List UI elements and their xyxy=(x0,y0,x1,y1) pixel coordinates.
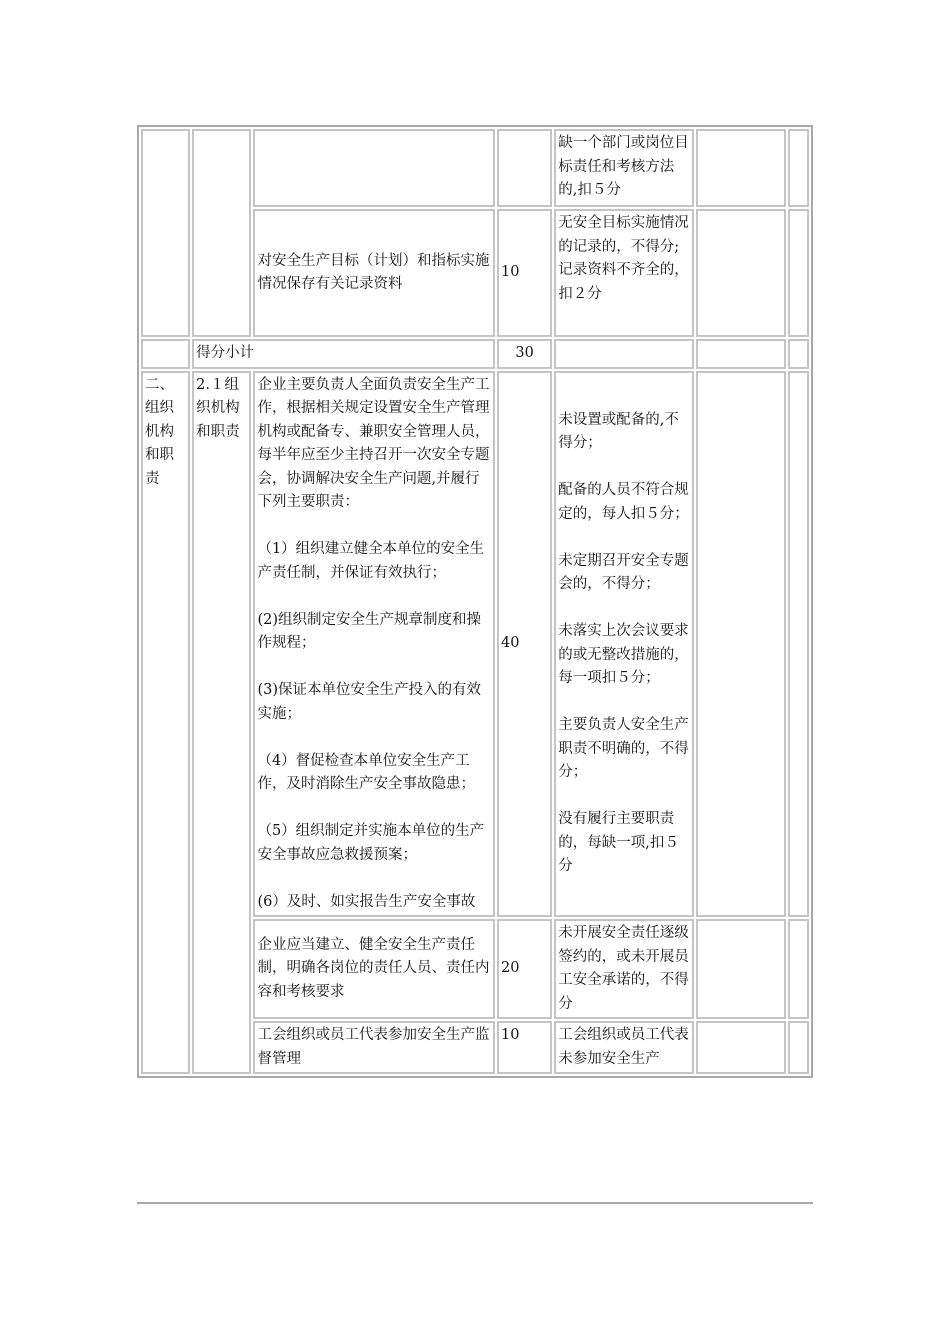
table-row xyxy=(141,371,809,918)
content-paragraph: 企业主要负责人全面负责安全生产工作，根据相关规定设置安全生产管理机构或配备专、兼职安全管理人员，每半年应至少主持召开一次安全专题会，协调解决安全生产问题,并履行下列主要职责： xyxy=(257,376,490,510)
remark-cell xyxy=(788,919,809,1019)
score-cell xyxy=(497,919,552,1019)
remark-cell xyxy=(788,209,809,337)
criteria-text: 记录资料不齐全的，扣２分 xyxy=(558,262,689,302)
remark-cell xyxy=(788,129,809,207)
content-cell xyxy=(253,209,495,337)
item-cell xyxy=(192,129,251,337)
deduction-cell xyxy=(696,339,786,369)
score-text: 10 xyxy=(500,1027,520,1043)
score-text: 10 xyxy=(500,264,520,281)
table-row xyxy=(141,129,809,207)
score-cell xyxy=(497,129,552,207)
score-text: 20 xyxy=(500,960,520,977)
content-paragraph: (6）及时、如实报告生产安全事故 xyxy=(257,893,476,910)
criteria-text: 主要负责人安全生产职责不明确的，不得分； xyxy=(558,717,689,781)
score-cell xyxy=(497,209,552,337)
subtotal-score: 30 xyxy=(515,345,534,361)
remark-cell xyxy=(788,1021,809,1074)
criteria-cell xyxy=(554,919,694,1019)
remark-cell xyxy=(788,371,809,918)
content-paragraph: (3)保证本单位安全生产投入的有效实施； xyxy=(257,682,481,722)
item-cell xyxy=(192,371,251,1075)
criteria-cell xyxy=(554,339,694,369)
deduction-cell xyxy=(696,371,786,918)
content-cell xyxy=(253,129,495,207)
table-bottom-border xyxy=(137,1202,813,1204)
criteria-text: 工会组织或员工代表未参加安全生产 xyxy=(558,1027,689,1067)
criteria-cell xyxy=(554,129,694,207)
category-text: 二、组织机构和职责 xyxy=(145,376,174,487)
criteria-cell xyxy=(554,209,694,337)
content-cell xyxy=(253,371,495,918)
content-text: 对安全生产目标（计划）和指标实施情况保存有关记录资料 xyxy=(257,252,490,292)
criteria-text: 未定期召开安全专题会的，不得分； xyxy=(558,552,689,593)
item-text: 2.１组织机构和职责 xyxy=(196,376,240,440)
content-cell xyxy=(253,1021,495,1074)
content-text: 企业应当建立、健全安全生产责任制，明确各岗位的责任人员、责任内容和考核要求 xyxy=(257,936,490,1000)
deduction-cell xyxy=(696,209,786,337)
content-paragraph: (2)组织制定安全生产规章制度和操作规程； xyxy=(257,611,481,651)
deduction-cell xyxy=(696,919,786,1019)
score-cell xyxy=(497,1021,552,1074)
deduction-cell xyxy=(696,129,786,207)
score-cell xyxy=(497,371,552,918)
content-text: 工会组织或员工代表参加安全生产监督管理 xyxy=(257,1027,490,1067)
subtotal-row xyxy=(141,339,809,369)
content-paragraph: （4）督促检查本单位安全生产工作，及时消除生产安全事故隐患； xyxy=(257,752,475,792)
category-cell xyxy=(141,339,190,369)
category-cell xyxy=(141,129,190,337)
criteria-text: 未设置或配备的,不得分； xyxy=(558,411,679,452)
remark-cell xyxy=(788,339,809,369)
content-paragraph: （5）组织制定并实施本单位的生产安全事故应急救援预案； xyxy=(257,823,485,863)
criteria-cell xyxy=(554,371,694,918)
criteria-text: 未落实上次会议要求的或无整改措施的，每一项扣５分； xyxy=(558,623,689,687)
criteria-text: 缺一个部门或岗位目标责任和考核方法的,扣５分 xyxy=(558,135,689,198)
content-cell xyxy=(253,919,495,1019)
score-text: 40 xyxy=(500,635,520,651)
subtotal-score-cell xyxy=(497,339,552,369)
deduction-cell xyxy=(696,1021,786,1074)
criteria-text: 配备的人员不符合规定的，每人扣５分； xyxy=(558,482,689,522)
category-cell xyxy=(141,371,190,1075)
criteria-text: 未开展安全责任逐级签约的，或未开展员工安全承诺的，不得分 xyxy=(558,925,689,1012)
criteria-text: 无安全目标实施情况的记录的，不得分; xyxy=(558,215,689,255)
subtotal-label: 得分小计 xyxy=(196,345,255,361)
subtotal-label-cell xyxy=(192,339,495,369)
evaluation-table xyxy=(137,125,813,1078)
content-paragraph: （1）组织建立健全本单位的安全生产责任制，并保证有效执行； xyxy=(257,541,485,581)
criteria-text: 没有履行主要职责的，每缺一项,扣５分 xyxy=(558,811,679,875)
criteria-cell xyxy=(554,1021,694,1074)
